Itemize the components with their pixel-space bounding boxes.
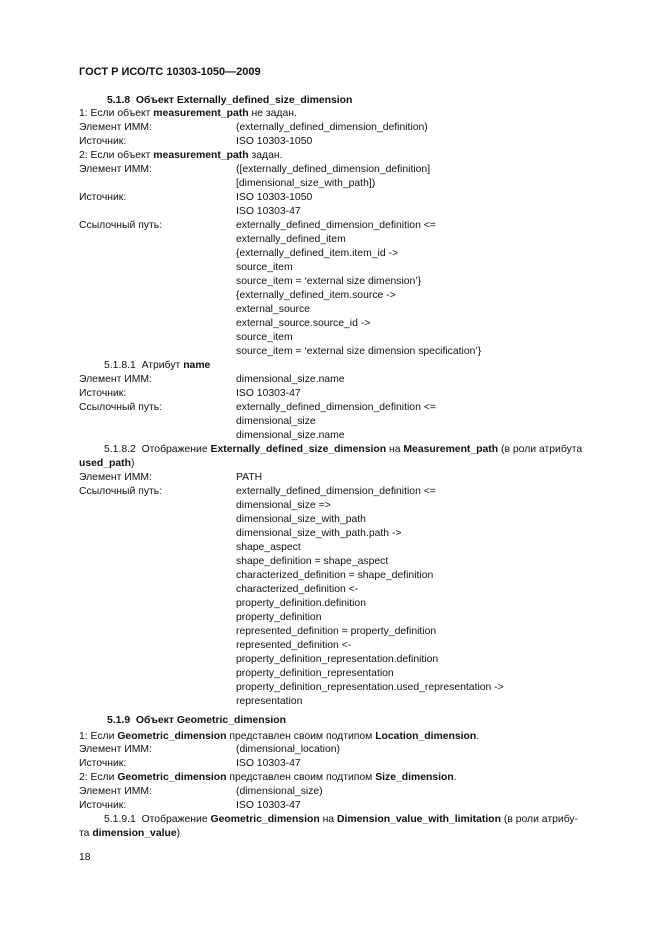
case-text: 2: Если (79, 772, 115, 783)
label-imm: Элемент ИММ: (79, 786, 152, 797)
heading-word: Отображение (141, 444, 208, 455)
value-source: ISO 10303-1050 (236, 136, 313, 147)
ref-path-line: represented_definition <- (236, 640, 352, 651)
heading-number: 5.1.8 (107, 95, 131, 106)
ref-path-line: dimensional_size => (236, 500, 331, 511)
ref-path-line: property_definition.definition (236, 598, 366, 609)
case-text: задан. (251, 150, 283, 161)
subsection-heading-5-1-8-2 (104, 444, 582, 456)
case-entity: Geometric_dimension (117, 772, 227, 783)
heading-word: Отображение (141, 814, 208, 825)
case-text: . (476, 731, 480, 742)
case-attr: measurement_path (153, 150, 249, 161)
case-text: . (453, 772, 457, 783)
heading-role: та (79, 828, 90, 839)
label-ref-path: Ссылочный путь: (79, 486, 163, 497)
heading-entity: Externally_defined_size_dimension (176, 95, 353, 106)
ref-path-line: characterized_definition <- (236, 584, 359, 595)
ref-path-line: {externally_defined_item.item_id -> (236, 248, 399, 259)
case-attr: measurement_path (153, 108, 249, 119)
label-source: Источник: (79, 192, 127, 203)
value-imm: [dimensional_size_with_path]) (236, 178, 376, 189)
heading-number: 5.1.8.2 (104, 444, 136, 455)
case-text: представлен своим подтипом (229, 731, 373, 742)
ref-path-line: dimensional_size.name (236, 430, 345, 441)
value-imm: PATH (236, 472, 263, 483)
ref-path-line: represented_definition = property_definition (236, 626, 437, 637)
ref-path-line: externally_defined_dimension_definition <= (236, 486, 436, 497)
heading-number: 5.1.9.1 (104, 814, 136, 825)
label-ref-path: Ссылочный путь: (79, 220, 163, 231)
heading-role: (в роли атрибу- (503, 814, 579, 825)
ref-path-line: dimensional_size (236, 416, 316, 427)
case-subtype: Location_dimension (375, 731, 477, 742)
heading-word: Объект (135, 95, 174, 106)
ref-path-line: property_definition_representation (236, 668, 394, 679)
ref-path-line: property_definition (236, 612, 322, 623)
label-imm: Элемент ИММ: (79, 164, 152, 175)
value-source: ISO 10303-47 (236, 388, 301, 399)
heading-attr: name (183, 360, 211, 371)
heading-word: на (388, 444, 401, 455)
ref-path-line: dimensional_size_with_path.path -> (236, 528, 402, 539)
case-2-line (79, 772, 457, 784)
ref-path-line: property_definition_representation.definition (236, 654, 439, 665)
label-source: Источник: (79, 758, 127, 769)
case-1-line (79, 731, 479, 743)
case-2-line (79, 150, 283, 162)
ref-path-line: source_item (236, 262, 293, 273)
value-source: ISO 10303-1050 (236, 192, 313, 203)
case-text: 2: Если объект (79, 150, 151, 161)
value-imm: (dimensional_location) (236, 744, 340, 755)
document-header: ГОСТ Р ИСО/ТС 10303-1050—2009 (79, 66, 261, 78)
heading-continuation (79, 458, 134, 470)
case-subtype: Size_dimension (375, 772, 454, 783)
ref-path-line: shape_definition = shape_aspect (236, 556, 389, 567)
heading-role-attr: dimension_value (92, 828, 177, 839)
ref-path-line: external_source.source_id -> (236, 318, 371, 329)
label-imm: Элемент ИММ: (79, 472, 152, 483)
value-source: ISO 10303-47 (236, 758, 301, 769)
heading-word: на (322, 814, 335, 825)
ref-path-line: property_definition_representation.used_representation -> (236, 682, 504, 693)
section-heading-5-1-8 (107, 95, 352, 107)
case-entity: Geometric_dimension (117, 731, 227, 742)
heading-entity: Geometric_dimension (176, 715, 286, 726)
heading-role: (в роли атрибута (501, 444, 583, 455)
case-text: 1: Если объект (79, 108, 151, 119)
label-imm: Элемент ИММ: (79, 744, 152, 755)
value-imm: (externally_defined_dimension_definition) (236, 122, 428, 133)
subsection-heading-5-1-9-1 (104, 814, 578, 826)
ref-path-line: externally_defined_dimension_definition <= (236, 220, 436, 231)
heading-entity: Measurement_path (403, 444, 499, 455)
ref-path-line: dimensional_size_with_path (236, 514, 366, 525)
section-heading-5-1-9 (107, 715, 286, 727)
ref-path-line: characterized_definition = shape_definition (236, 570, 434, 581)
heading-role-close: ) (130, 458, 135, 469)
ref-path-line: {externally_defined_item.source -> (236, 290, 396, 301)
ref-path-line: source_item (236, 332, 293, 343)
value-source: ISO 10303-47 (236, 206, 301, 217)
case-text: не задан. (251, 108, 297, 119)
heading-role-attr: used_path (79, 458, 131, 469)
heading-number: 5.1.8.1 (104, 360, 136, 371)
label-source: Источник: (79, 388, 127, 399)
value-source: ISO 10303-47 (236, 800, 301, 811)
label-source: Источник: (79, 800, 127, 811)
ref-path-line: externally_defined_dimension_definition <= (236, 402, 436, 413)
value-imm: ([externally_defined_dimension_definition] (236, 164, 431, 175)
case-1-line (79, 108, 297, 120)
heading-entity: Externally_defined_size_dimension (210, 444, 387, 455)
heading-role-close: ) (176, 828, 181, 839)
heading-entity: Geometric_dimension (210, 814, 320, 825)
heading-entity: Dimension_value_with_limitation (336, 814, 501, 825)
value-imm: dimensional_size.name (236, 374, 345, 385)
label-ref-path: Ссылочный путь: (79, 402, 163, 413)
case-text: представлен своим подтипом (229, 772, 373, 783)
ref-path-line: source_item = ‘external size dimension specification’} (236, 346, 482, 357)
case-text: 1: Если (79, 731, 115, 742)
ref-path-line: source_item = ‘external size dimension’} (236, 276, 422, 287)
heading-number: 5.1.9 (107, 715, 131, 726)
ref-path-line: externally_defined_item (236, 234, 346, 245)
ref-path-line: representation (236, 696, 303, 707)
heading-word: Атрибут (141, 360, 181, 371)
ref-path-line: shape_aspect (236, 542, 301, 553)
heading-word: Объект (135, 715, 174, 726)
ref-path-line: external_source (236, 304, 310, 315)
label-source: Источник: (79, 136, 127, 147)
subsection-heading-5-1-8-1 (104, 360, 210, 372)
page-number: 18 (79, 852, 91, 863)
heading-continuation (79, 828, 180, 840)
value-imm: (dimensional_size) (236, 786, 323, 797)
label-imm: Элемент ИММ: (79, 374, 152, 385)
label-imm: Элемент ИММ: (79, 122, 152, 133)
